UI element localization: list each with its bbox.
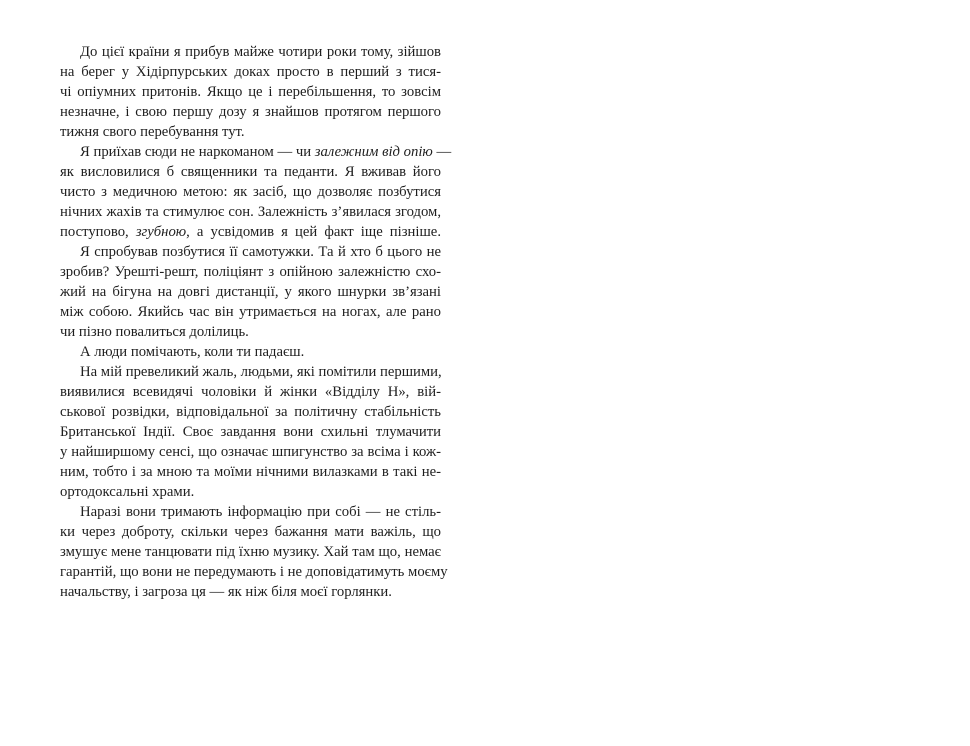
- text-line: Я спробував позбутися її самотужки. Та й хто б цього не: [80, 244, 441, 260]
- text-line: чисто з медичною метою: як засіб, що дозволяє позбутися: [60, 184, 441, 200]
- text-line: виявилися всевидячі чоловіки й жінки «Відділу Н», вій-: [60, 384, 441, 400]
- text-line: начальству, і загроза ця — як ніж біля моєї горлянки.: [60, 584, 392, 600]
- text-line: гарантій, що вони не передумають і не доповідатимуть моєму: [60, 564, 448, 580]
- text-line: змушує мене танцювати під їхню музику. Хай там що, немає: [60, 544, 441, 560]
- text-line: ним, тобто і за мною та моїми нічними вилазками в такі не-: [60, 464, 441, 480]
- text-line: поступово, згубною, а усвідомив я цей факт іще пізніше.: [60, 224, 441, 240]
- text-line: чи пізно повалиться долілиць.: [60, 324, 249, 340]
- text-line: на берег у Хідірпурських доках просто в перший з тися-: [60, 64, 441, 80]
- text-line: незначне, і свою першу дозу я знайшов протягом першого: [60, 104, 441, 120]
- text-line: Наразі вони тримають інформацію при собі — не стіль-: [80, 504, 441, 520]
- text-line: На мій превеликий жаль, людьми, які помітили першими,: [80, 364, 442, 380]
- left-page: [60, 0, 452, 746]
- text-line: ки через доброту, скільки через бажання мати важіль, що: [60, 524, 441, 540]
- text-line: До цієї країни я прибув майже чотири роки тому, зійшов: [80, 44, 441, 60]
- text-line: жий на бігуна на довгі дистанції, у якого шнурки зв’язані: [60, 284, 441, 300]
- text-line: Британської Індії. Своє завдання вони схильні тлумачити: [60, 424, 441, 440]
- text-line: нічних жахів та стимулює сон. Залежність з’явилася згодом,: [60, 204, 441, 220]
- text-line: тижня свого перебування тут.: [60, 124, 245, 140]
- text-line: у найширшому сенсі, що означає шпигунство за всіма і кож-: [60, 444, 441, 460]
- text-line: як висловилися б священники та педанти. Я вживав його: [60, 164, 441, 180]
- text-line: між собою. Якийсь час він утримається на ногах, але рано: [60, 304, 441, 320]
- text-line: А люди помічають, коли ти падаєш.: [80, 344, 305, 360]
- text-line: зробив? Урешті-решт, поліціянт з опійною залежністю схо-: [60, 264, 441, 280]
- text-line: Я приїхав сюди не наркоманом — чи залежним від опію —: [80, 144, 452, 160]
- text-line: чі опіумних притонів. Якщо це і перебільшення, то зовсім: [60, 84, 441, 100]
- text-line: ортодоксальні храми.: [60, 484, 195, 500]
- text-line: ськової розвідки, відповідальної за політичну стабільність: [60, 404, 441, 420]
